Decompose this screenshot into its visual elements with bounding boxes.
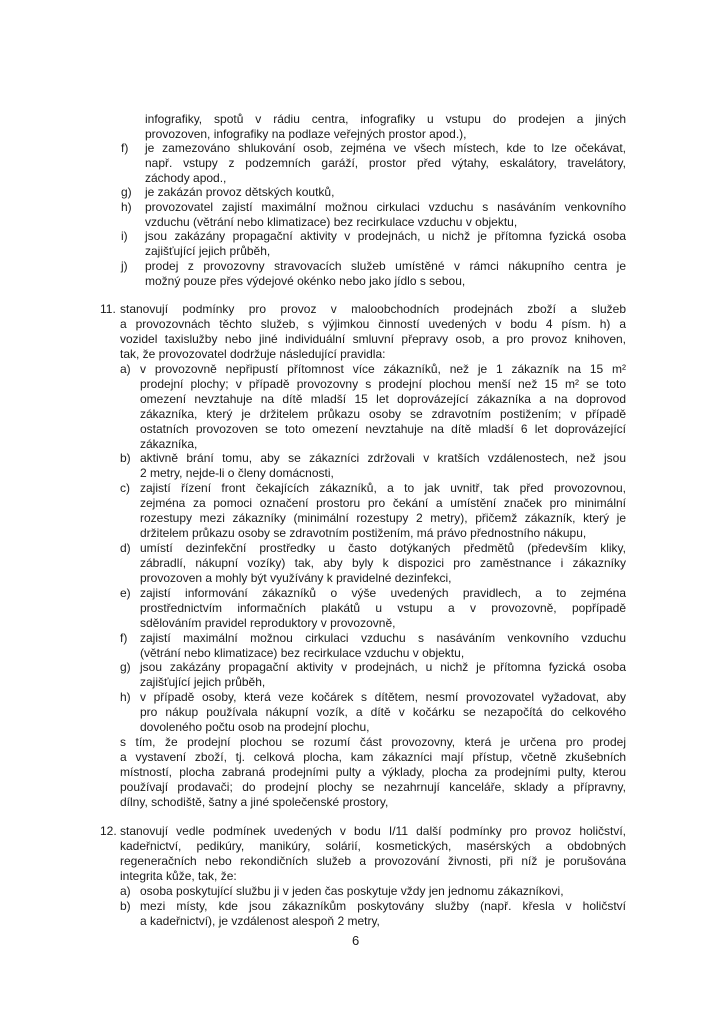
text-line: prodej z provozovny stravovacích služeb umístěné v rámci nákupního centra je [145,259,626,273]
text-line: mezi místy, kde jsou zákazníkům poskytovány služby (např. křesla v holičství [140,899,626,913]
text-line: 2 metry, nejde-li o členy domácnosti, [140,466,334,480]
text-line: zákazníka, [140,437,198,451]
text-line: prodejní plochy; v případě provozovny s prodejní plochou menší než 15 m² se toto [140,377,626,391]
text-line: h) [121,200,132,214]
text-line: regeneračních nebo rekondičních služeb a provozování živnosti, při níž je porušována [120,854,626,868]
text-line: s tím, že prodejní plochou se rozumí část provozovny, která je určena pro prodej [120,735,626,749]
text-line: e) [120,586,131,600]
text-line: zákazníka, který je držitelem průkazu osoby se zdravotním postižením; v případě [140,407,626,421]
page-number: 6 [352,933,360,948]
text-line: vzduchu (větrání nebo klimatizace) bez recirkulace vzduchu v objektu, [145,215,518,229]
text-line: (větrání nebo klimatizace) bez recirkulace vzduchu v objektu, [140,646,465,660]
text-line: osoba poskytující službu ji v jeden čas poskytuje vždy jen jednomu zákazníkovi, [140,884,564,898]
text-line: b) [120,899,131,913]
text-line: používají prodavači; do prodejní plochy se nezahrnují kanceláře, sklady a přípravny, [120,780,626,794]
text-line: a) [120,362,131,376]
text-line: sdělováním pravidel reproduktory v provozovně, [140,616,396,630]
text-line: a provozovnách těchto služeb, s výjimkou činností uvedených v bodu 4 písm. h) a [120,317,626,331]
text-line: provozoven, infografiky na podlaze veřejných prostor apod.), [145,127,467,141]
text-line: prostřednictvím informačních plakátů u vstupu a v provozovně, popřípadě [140,601,626,615]
text-line: 11. [100,302,116,316]
text-line: kadeřnictví, pedikúry, manikúry, solárií, kosmetických, masérských a obdobných [120,839,626,853]
text-line: zejména za pomoci označení prostoru pro čekání a umístění značek pro minimální [140,496,626,510]
text-line: dovoleného počtu osob na prodejní plochu, [140,720,370,734]
text-line: jsou zakázány propagační aktivity v prodejnách, u nichž je přítomna fyzická osoba [145,229,626,243]
text-line: pro nákup používala nákupní vozík, a dítě v kočárku se nezapočítá do celkového [140,705,626,719]
text-line: zajistí maximální možnou cirkulaci vzduchu s nasáváním venkovního vzduchu [140,631,626,645]
text-line: f) [120,631,128,645]
text-line: 12. [100,824,117,838]
text-line: aktivně brání tomu, aby se zákazníci zdržovali v kratších vzdálenostech, než jsou [140,451,626,465]
text-line: h) [120,690,131,704]
text-line: možný pouze přes výdejové okénko nebo jako jídlo s sebou, [145,274,466,288]
text-line: infografiky, spotů v rádiu centra, infografiky u vstupu do prodejen a jiných [145,112,626,126]
text-line: záchody apod., [145,171,227,185]
text-line: stanovují podmínky pro provoz v maloobchodních prodejnách zboží a služeb [120,302,626,316]
text-line: zajistí řízení front čekajících zákazníků, a to jak uvnitř, tak před provozovnou, [140,481,626,495]
text-line: místností, plocha zabraná prodejními pulty a výklady, plocha za prodejními pulty, kterou [120,765,626,779]
text-line: a vystavení zboží, tj. celková plocha, kam zákazníci mají přístup, včetně zkušebních [120,750,626,764]
text-line: g) [120,660,131,674]
text-line: d) [120,541,131,555]
text-line: tak, že provozovatel dodržuje následující pravidla: [120,347,386,361]
text-line: držitelem průkazu osoby se zdravotním postižením, má právo přednostního nákupu, [140,526,587,540]
text-line: stanovují vedle podmínek uvedených v bodu I/11 další podmínky pro provoz holičství, [120,824,626,838]
text-line: f) [121,141,129,155]
text-line: a) [120,884,131,898]
text-line: zajišťující jejich průběh, [140,675,266,689]
text-line: i) [121,229,128,243]
text-line: zajišťující jejich průběh, [145,244,271,258]
text-line: zajistí informování zákazníků o výše uvedených pravidlech, a to zejména [140,586,626,600]
text-line: např. vstupy z podzemních garáží, prostor před výtahy, eskalátory, travelátory, [145,156,626,170]
text-line: vozidel taxislužby nebo jiné individuální smluvní přepravy osob, a pro provoz knihoven, [120,332,626,346]
text-line: je zamezováno shlukování osob, zejména ve všech místech, kde to lze očekávat, [145,141,626,155]
text-line: c) [120,481,130,495]
text-line: umístí dezinfekční prostředky u často dotýkaných předmětů (především kliky, [140,541,626,555]
text-line: b) [120,451,131,465]
text-line: omezení nevztahuje na dítě mladší 15 let doprovázející zákazníka a na doprovod [140,392,626,406]
text-line: zábradlí, nákupní vozíky) tak, aby byly k dispozici pro zaměstnance i zákazníky [140,556,626,570]
text-line: integrita kůže, tak, že: [120,869,237,883]
text-line: g) [121,185,132,199]
text-line: rozestupy mezi zákazníky (minimální rozestupy 2 metry), přičemž zákazník, který je [140,511,626,525]
text-line: a kadeřnictví), je vzdálenost alespoň 2 metry, [140,914,380,928]
text-line: je zakázán provoz dětských koutků, [145,185,335,199]
text-line: provozoven a mohly být využívány k pravidelné dezinfekci, [140,571,452,585]
text-line: provozovatel zajistí maximální možnou cirkulaci vzduchu s nasáváním venkovního [145,200,626,214]
text-line: dílny, schodiště, šatny a jiné společenské prostory, [120,795,389,809]
text-line: ostatních provozoven se toto omezení nevztahuje na dítě mladší 6 let doprovázející [140,422,626,436]
text-line: v případě osoby, která veze kočárek s dítětem, nesmí provozovatel vyžadovat, aby [140,690,626,704]
text-line: j) [121,259,128,273]
text-line: v provozovně nepřipustí přítomnost více zákazníků, než je 1 zákazník na 15 m² [140,362,626,376]
text-line: jsou zakázány propagační aktivity v prodejnách, u nichž je přítomna fyzická osoba [140,660,626,674]
